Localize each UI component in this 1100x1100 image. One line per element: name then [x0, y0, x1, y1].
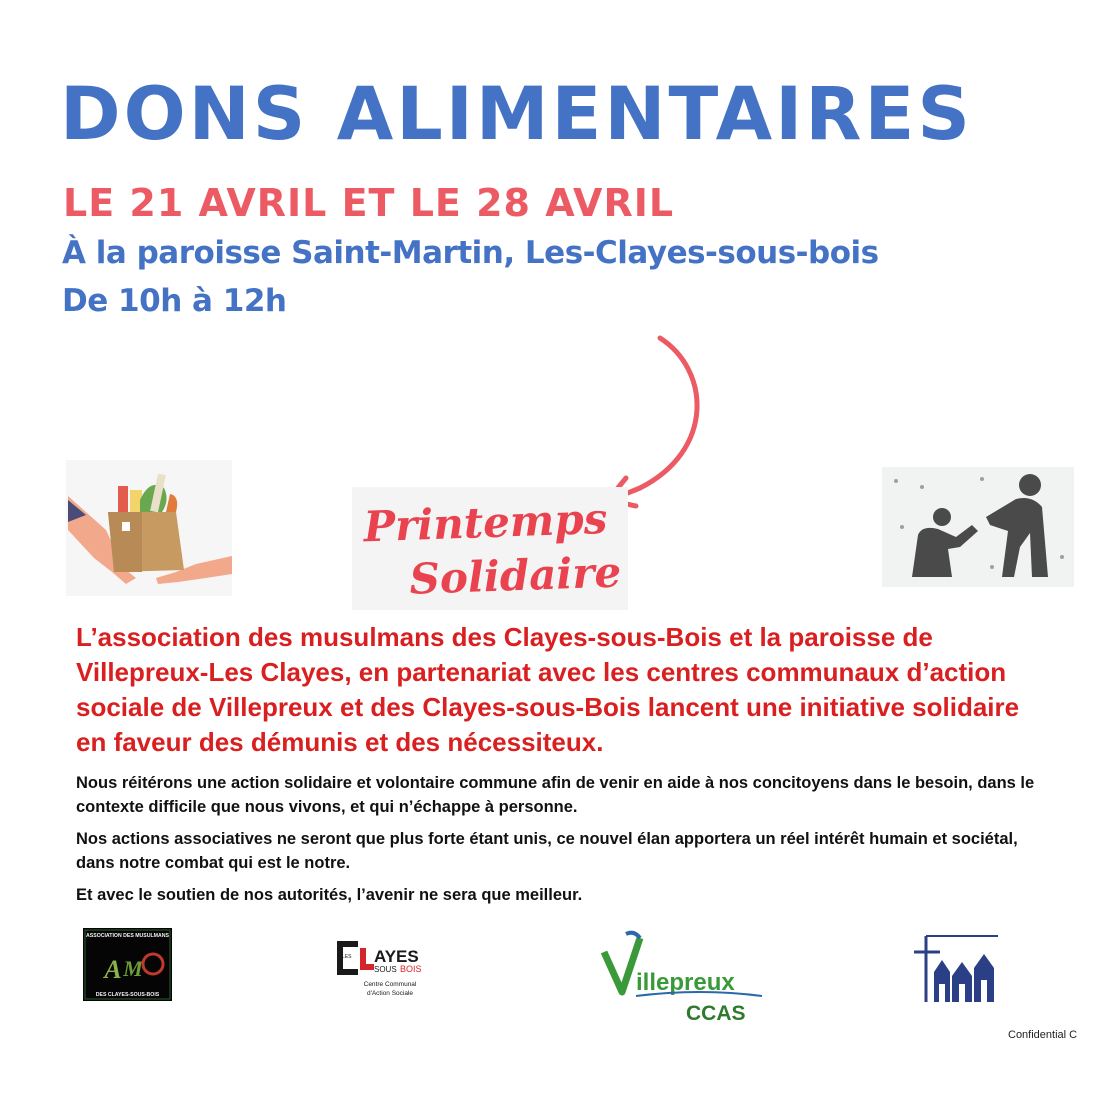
svg-text:M: M: [123, 956, 143, 981]
event-location: À la paroisse Saint-Martin, Les-Clayes-sous-bois: [62, 235, 879, 271]
clayes-sous-bois-ccas-logo: [336, 938, 444, 1002]
food-bag-hands-image: [66, 460, 232, 596]
clayes-sous-text: SOUS: [374, 965, 397, 974]
clayes-bois-text: BOIS: [400, 964, 422, 974]
event-hours: De 10h à 12h: [62, 283, 287, 319]
villepreux-ccas: CCAS: [686, 1002, 746, 1025]
amc-bottom-text: DES CLAYES-SOUS-BOIS: [95, 992, 160, 998]
villepreux-name: illepreux: [636, 969, 735, 996]
villepreux-ccas-logo: [600, 930, 765, 1025]
clayes-caption-2: d'Action Sociale: [366, 990, 414, 997]
printemps-solidaire-logo: [352, 487, 628, 610]
body-paragraph: Et avec le soutien de nos autorités, l’avenir ne sera que meilleur.: [76, 886, 583, 904]
event-dates: LE 21 AVRIL ET LE 28 AVRIL: [63, 181, 675, 225]
amc-association-logo: [83, 928, 172, 1001]
clayes-caption-1: Centre Communal: [363, 981, 417, 988]
svg-text:A: A: [104, 955, 122, 984]
printemps-word: Printemps: [362, 493, 609, 552]
crowd-helping-hand-image: [882, 467, 1074, 587]
body-paragraph: Nous réitérons une action solidaire et volontaire commune afin de venir en aide à nos concitoyens dans le besoin, dans le contexte difficile que nous vivons, et qui n’échappe à personne.: [76, 774, 1035, 816]
solidaire-word: Solidaire: [408, 547, 622, 604]
amc-top-text: ASSOCIATION DES MUSULMANS: [86, 933, 169, 939]
confidential-label: Confidential C: [1008, 1029, 1078, 1041]
lead-paragraph: L’association des musulmans des Clayes-sous-Bois et la paroisse de Villepreux-Les Clayes, en partenariat avec les centres communaux d’action sociale de Villepreux et des Clayes-sous-Bois lancent une initiative solidaire en faveur des démunis et des nécessiteux.: [76, 622, 1020, 757]
paroisse-church-logo: [912, 932, 1002, 1012]
clayes-main-text: AYES: [374, 947, 419, 966]
page-title: DONS ALIMENTAIRES: [60, 72, 973, 157]
clayes-les-text: LES: [342, 954, 352, 960]
body-paragraph: Nos actions associatives ne seront que plus forte étant unis, ce nouvel élan apportera un réel intérêt humain et sociétal, dans notre combat qui est le notre.: [76, 830, 1018, 872]
